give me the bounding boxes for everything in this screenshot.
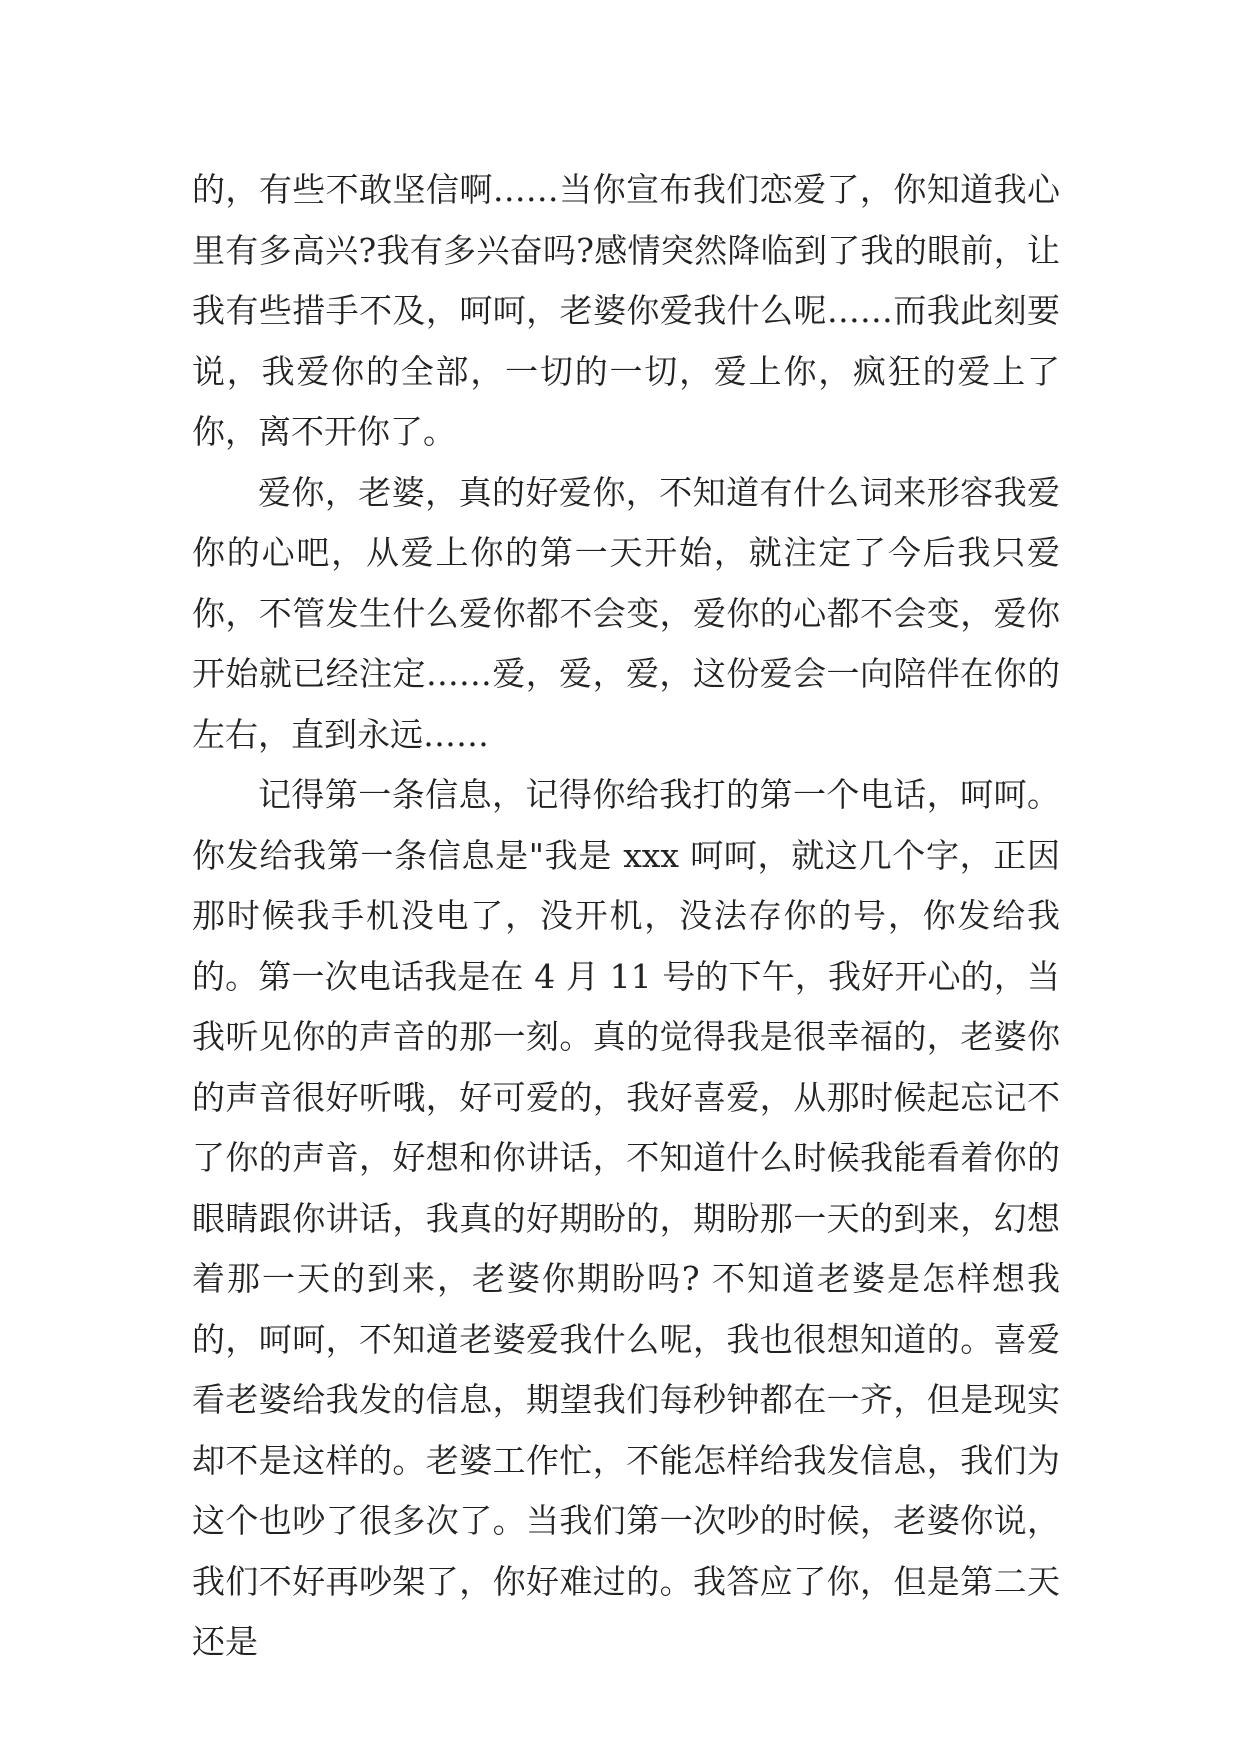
document-body: [192, 160, 1060, 1673]
paragraph-2: 爱你，老婆，真的好爱你，不知道有什么词来形容我爱你的心吧，从爱上你的第一天开始，就注定了今后我只爱你，不管发生什么爱你都不会变，爱你的心都不会变，爱你开始就已经注定……爱，爱，爱，这份爱会一向陪伴在你的左右，直到永远……: [192, 472, 1060, 754]
paragraph-1: 的，有些不敢坚信啊……当你宣布我们恋爱了，你知道我心里有多高兴?我有多兴奋吗?感情突然降临到了我的眼前，让我有些措手不及，呵呵，老婆你爱我什么呢……而我此刻要说，我爱你的全部，一切的一切，爱上你，疯狂的爱上了你，离不开你了。: [192, 170, 1060, 451]
paragraph-3: 记得第一条信息，记得你给我打的第一个电话，呵呵。你发给我第一条信息是"我是 xxx 呵呵，就这几个字，正因那时候我手机没电了，没开机，没法存你的号，你发给我的。第一次电话我是在 4 月 11 号的下午，我好开心的，当我听见你的声音的那一刻。真的觉得我是很幸福的，老婆你的声音很好听哦，好可爱的，我好喜爱，从那时候起忘记不了你的声音，好想和你讲话，不知道什么时候我能看着你的眼睛跟你讲话，我真的好期盼的，期盼那一天的到来，幻想着那一天的到来，老婆你期盼吗? 不知道老婆是怎样想我的，呵呵，不知道老婆爱我什么呢，我也很想知道的。喜爱看老婆给我发的信息，期望我们每秒钟都在一齐，但是现实却不是这样的。老婆工作忙，不能怎样给我发信息，我们为这个也吵了很多次了。当我们第一次吵的时候，老婆你说，我们不好再吵架了，你好难过的。我答应了你，但是第二天还是: [192, 775, 1060, 1661]
